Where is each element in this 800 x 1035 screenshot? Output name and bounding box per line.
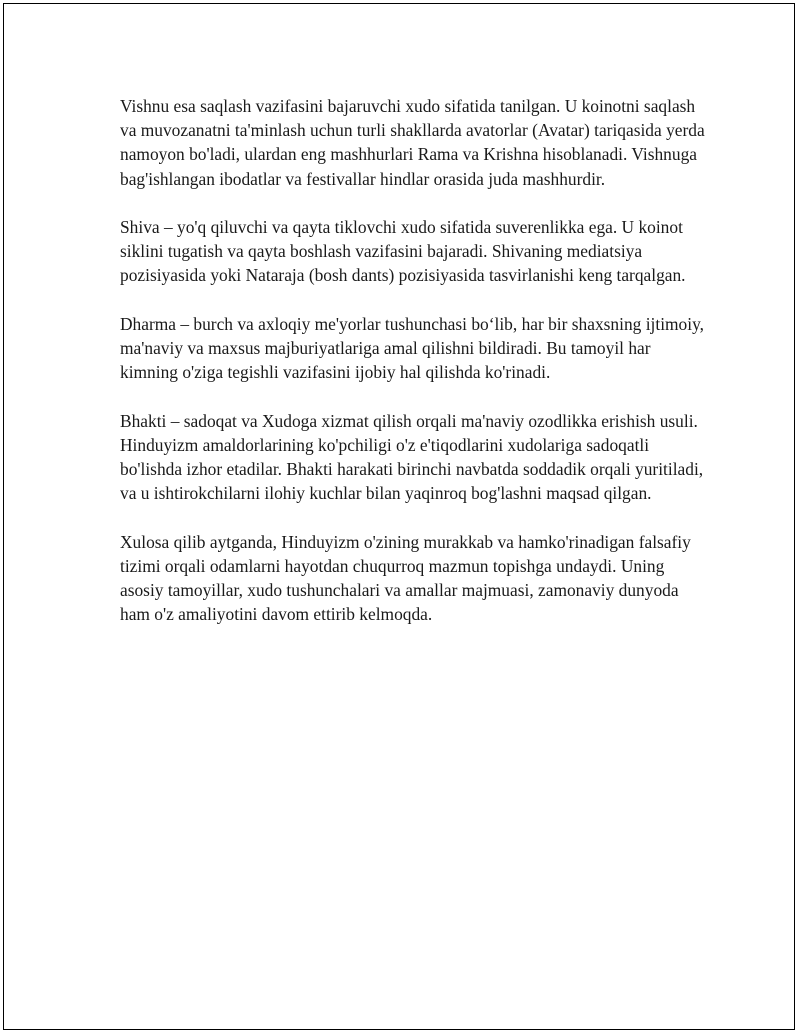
document-body (120, 94, 710, 651)
paragraph-vishnu: Vishnu esa saqlash vazifasini bajaruvchi xudo sifatida tanilgan. U koinotni saqlash va muvozanatni ta'minlash uchun turli shakllarda avatorlar (Avatar) tariqasida yerda namoyon bo'ladi, ulardan eng mashhurlari Rama va Krishna hisoblanadi. Vishnuga bag'ishlangan ibodatlar va festivallar hindlar orasida juda mashhurdir. (120, 96, 705, 189)
document-page (3, 3, 795, 1030)
paragraph-shiva: Shiva – yo'q qiluvchi va qayta tiklovchi xudo sifatida suverenlikka ega. U koinot siklini tugatish va qayta boshlash vazifasini bajaradi. Shivaning mediatsiya pozisiyasida yoki Nataraja (bosh dants) pozisiyasida tasvirlanishi keng tarqalgan. (120, 217, 686, 286)
paragraph-bhakti: Bhakti – sadoqat va Xudoga xizmat qilish orqali ma'naviy ozodlikka erishish usuli. Hinduyizm amaldorlarining ko'pchiligi o'z e'tiqodlarini xudolariga sadoqatli bo'lishda izhor etadilar. Bhakti harakati birinchi navbatda soddadik orqali yuritiladi, va u ishtirokchilarni ilohiy kuchlar bilan yaqinroq bog'lashni maqsad qilgan. (120, 410, 704, 504)
paragraph-dharma: Dharma – burch va axloqiy me'yorlar tushunchasi bo‘lib, har bir shaxsning ijtimoiy, ma'naviy va maxsus majburiyatlariga amal qilishni bildiradi. Bu tamoyil har kimning o'ziga tegishli vazifasini ijobiy hal qilishda ko'rinadi. (120, 313, 704, 383)
paragraph-conclusion: Xulosa qilib aytganda, Hinduyizm o'zining murakkab va hamko'rinadigan falsafiy tizimi orqali odamlarni hayotdan chuqurroq mazmun topishga undaydi. Uning asosiy tamoyillar, xudo tushunchalari va amallar majmuasi, zamonaviy dunyoda ham o'z amaliyotini davom ettirib kelmoqda. (120, 531, 691, 625)
